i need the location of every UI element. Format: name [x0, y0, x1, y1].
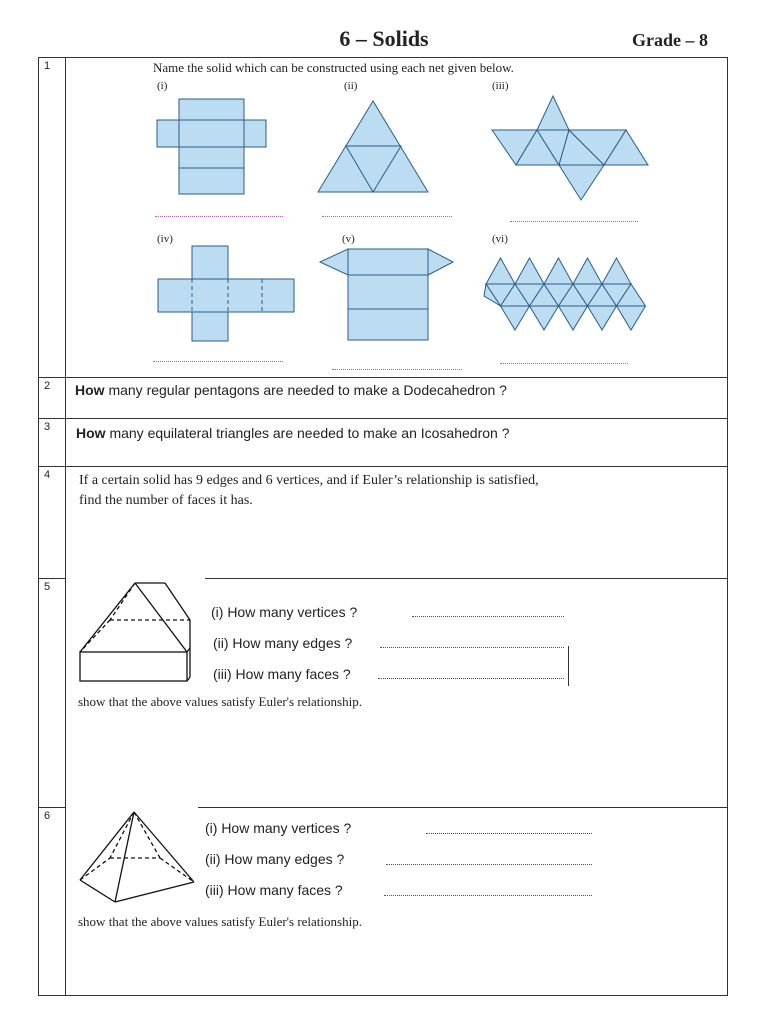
answer-line-6-faces[interactable]	[384, 895, 592, 896]
net-label-v: (v)	[342, 233, 355, 245]
question-6-vertices: (i) How many vertices ?	[205, 820, 352, 836]
question-4-line-1: If a certain solid has 9 edges and 6 vertices, and if Euler’s relationship is satisfied,	[79, 473, 539, 488]
question-2-how: How	[75, 382, 105, 398]
net-label-iv: (iv)	[157, 233, 173, 245]
question-6-faces: (iii) How many faces ?	[205, 882, 343, 898]
page-title: 6 – Solids	[339, 26, 429, 51]
question-5-show-text: show that the above values satisfy Euler's relationship.	[78, 694, 362, 709]
question-3-body: many equilateral triangles are needed to make an Icosahedron ?	[105, 425, 510, 441]
net-label-i: (i)	[157, 80, 168, 92]
question-number-2: 2	[44, 380, 51, 392]
net-label-vi: (vi)	[492, 233, 508, 245]
question-number-3: 3	[44, 421, 51, 433]
question-5-edges: (ii) How many edges ?	[213, 635, 353, 651]
question-4-line-2: find the number of faces it has.	[79, 493, 253, 508]
question-6-edges: (ii) How many edges ?	[205, 851, 345, 867]
question-5-vertices: (i) How many vertices ?	[211, 604, 358, 620]
question-6-show-text: show that the above values satisfy Euler's relationship.	[78, 914, 362, 929]
question-2-body: many regular pentagons are needed to make a Dodecahedron ?	[104, 382, 507, 398]
answer-line-6-edges[interactable]	[386, 864, 592, 865]
question-number-6: 6	[44, 810, 51, 822]
answer-line-6-vertices[interactable]	[426, 833, 592, 834]
question-5-faces: (iii) How many faces ?	[213, 666, 351, 682]
net-label-ii: (ii)	[344, 80, 358, 92]
question-3-how: How	[76, 425, 106, 441]
question-number-5: 5	[44, 581, 51, 593]
question-number-1: 1	[44, 60, 51, 72]
net-label-iii: (iii)	[492, 80, 509, 92]
question-number-4: 4	[44, 469, 51, 481]
question-1-text: Name the solid which can be constructed using each net given below.	[153, 60, 514, 75]
grade-label: Grade – 8	[632, 30, 708, 50]
